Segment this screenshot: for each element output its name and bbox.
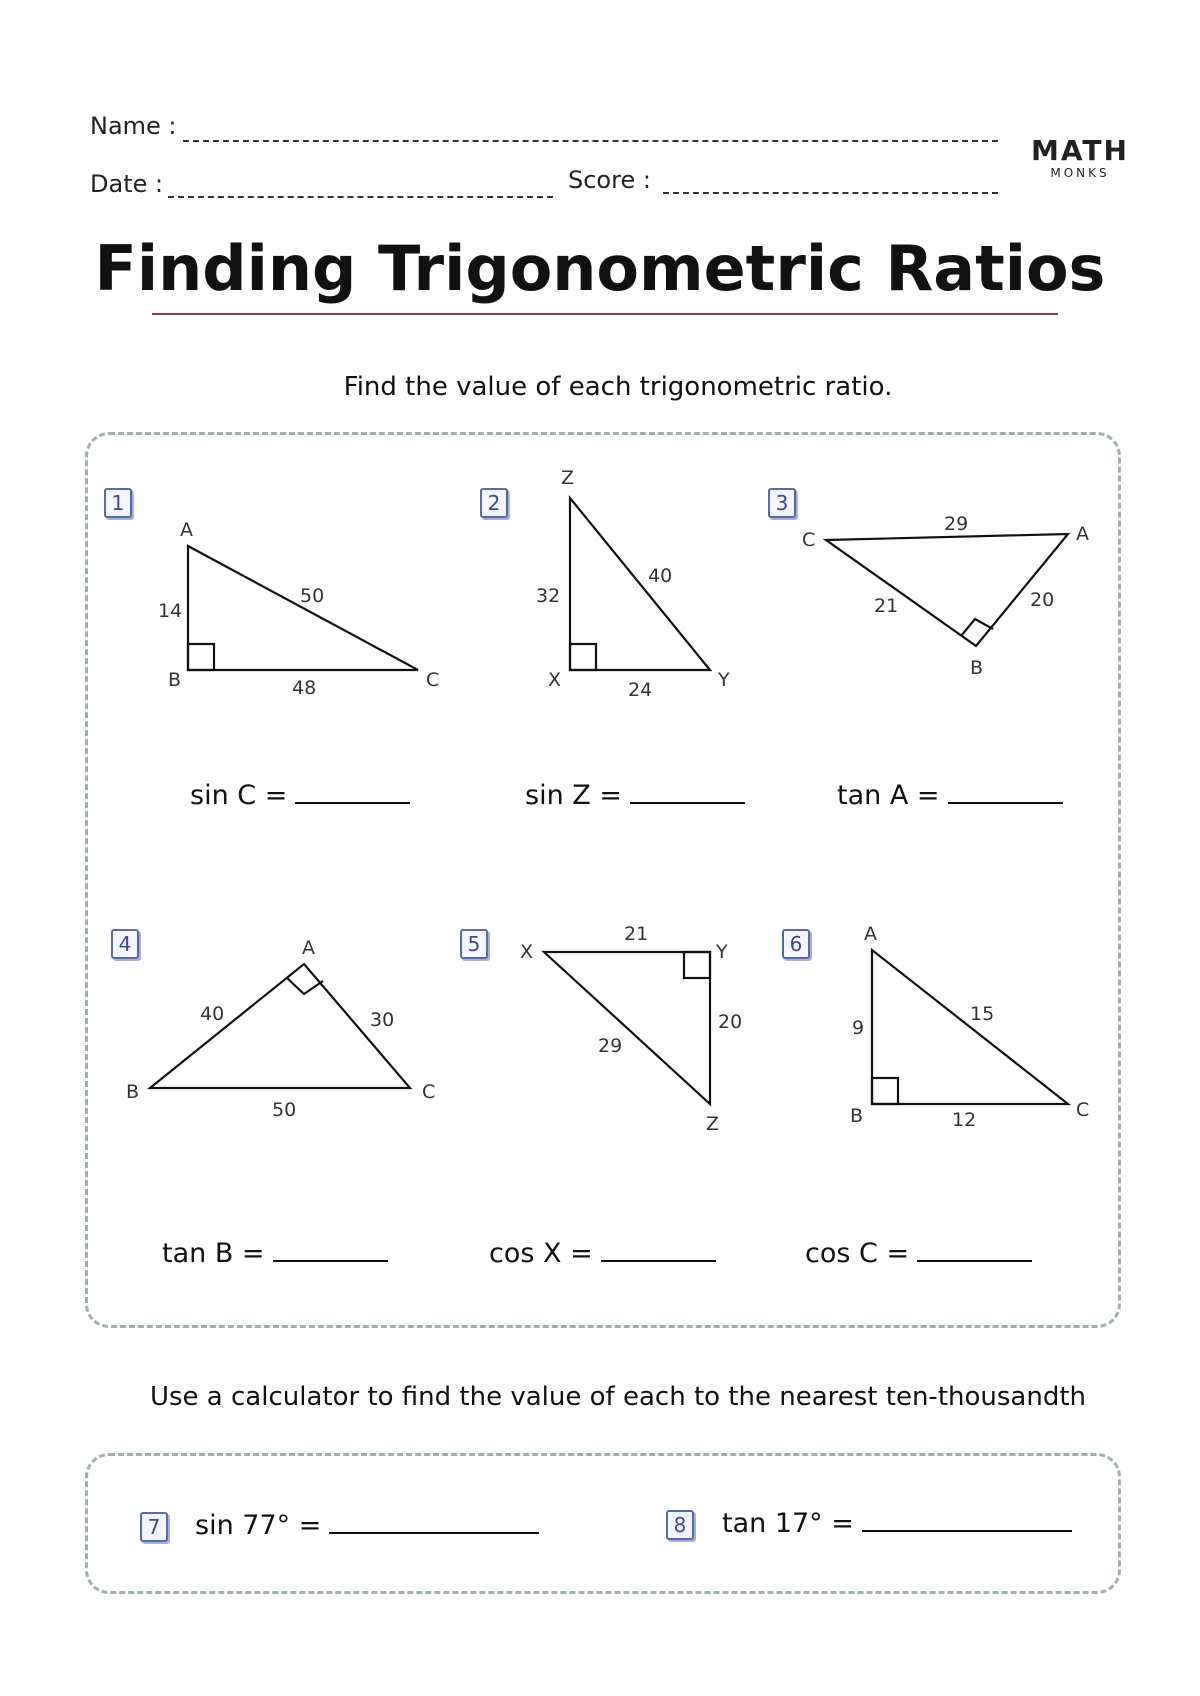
question-4: tan B = [162,1238,265,1269]
answer-blank-4[interactable] [273,1258,388,1262]
vertex-label: Z [706,1113,720,1135]
date-label: Date : [90,170,164,198]
side-label: 50 [272,1099,297,1121]
side-label: 21 [624,923,649,945]
vertex-label: X [520,941,534,963]
answer-4 [162,1238,388,1269]
answer-2 [525,780,745,811]
right-angle-marker-2 [570,644,596,670]
side-label: 30 [370,1009,395,1031]
answer-blank-3[interactable] [948,800,1063,804]
vertex-label: A [1076,523,1089,545]
problem-number-5: 5 [460,929,488,959]
vertex-label: A [864,923,877,945]
problem-number-8: 8 [666,1510,694,1540]
vertex-label: A [302,937,315,959]
side-label: 40 [200,1003,225,1025]
problem-number-7: 7 [140,1512,168,1542]
right-angle-marker-6 [872,1078,898,1104]
side-label: 50 [300,585,325,607]
right-angle-marker-3 [961,619,993,636]
side-label: 15 [970,1003,995,1025]
problem-number-6: 6 [782,929,810,959]
question-8: tan 17° = [722,1508,854,1539]
question-6: cos C = [805,1238,910,1269]
side-label: 9 [852,1017,865,1039]
answer-blank-8[interactable] [862,1528,1072,1532]
score-label: Score : [568,166,651,194]
question-3: tan A = [837,780,940,811]
vertex-label: Y [716,941,728,963]
answer-blank-1[interactable] [295,800,410,804]
triangle-6 [872,950,1068,1104]
side-label: 14 [158,600,183,622]
side-label: 29 [598,1035,623,1057]
brand-name: MATH [1031,134,1129,167]
side-label: 29 [944,513,969,535]
side-label: 12 [952,1109,977,1131]
question-2: sin Z = [525,780,622,811]
vertex-label: C [802,529,816,551]
name-label: Name : [90,112,177,140]
problem-number-4: 4 [111,929,139,959]
vertex-label: C [422,1081,436,1103]
vertex-label: Z [561,467,575,489]
vertex-label: B [850,1105,864,1127]
right-angle-marker-1 [188,644,214,670]
answer-blank-5[interactable] [601,1258,716,1262]
side-label: 32 [536,585,561,607]
vertex-label: B [126,1081,140,1103]
answer-7 [195,1510,539,1541]
answer-8 [722,1508,1072,1539]
question-5: cos X = [489,1238,593,1269]
page-title: Finding Trigonometric Ratios [94,232,1106,305]
brand-subname: MONKS [1050,166,1110,180]
answer-blank-2[interactable] [630,800,745,804]
instruction-2: Use a calculator to find the value of each to the nearest ten-thousandth [149,1382,1087,1412]
question-7: sin 77° = [195,1510,322,1541]
vertex-label: X [548,669,562,691]
instruction-1: Find the value of each trigonometric ratio. [343,372,893,402]
side-label: 48 [292,677,317,699]
vertex-label: A [180,519,193,541]
answer-blank-6[interactable] [917,1258,1032,1262]
question-1: sin C = [190,780,288,811]
answer-3 [837,780,1063,811]
answer-5 [489,1238,716,1269]
side-label: 20 [1030,589,1055,611]
answer-6 [805,1238,1032,1269]
problem-number-1: 1 [104,488,132,518]
triangle-1 [188,546,418,670]
side-label: 21 [874,595,899,617]
side-label: 40 [648,565,673,587]
vertex-label: Y [718,669,730,691]
vertex-label: C [1076,1099,1090,1121]
side-label: 20 [718,1011,743,1033]
vertex-label: B [168,669,182,691]
vertex-label: B [970,657,984,679]
answer-1 [190,780,410,811]
side-label: 24 [628,679,653,701]
problem-number-3: 3 [768,488,796,518]
problem-number-2: 2 [480,488,508,518]
right-angle-marker-5 [684,952,710,978]
answer-blank-7[interactable] [329,1530,539,1534]
vertex-label: C [426,669,440,691]
